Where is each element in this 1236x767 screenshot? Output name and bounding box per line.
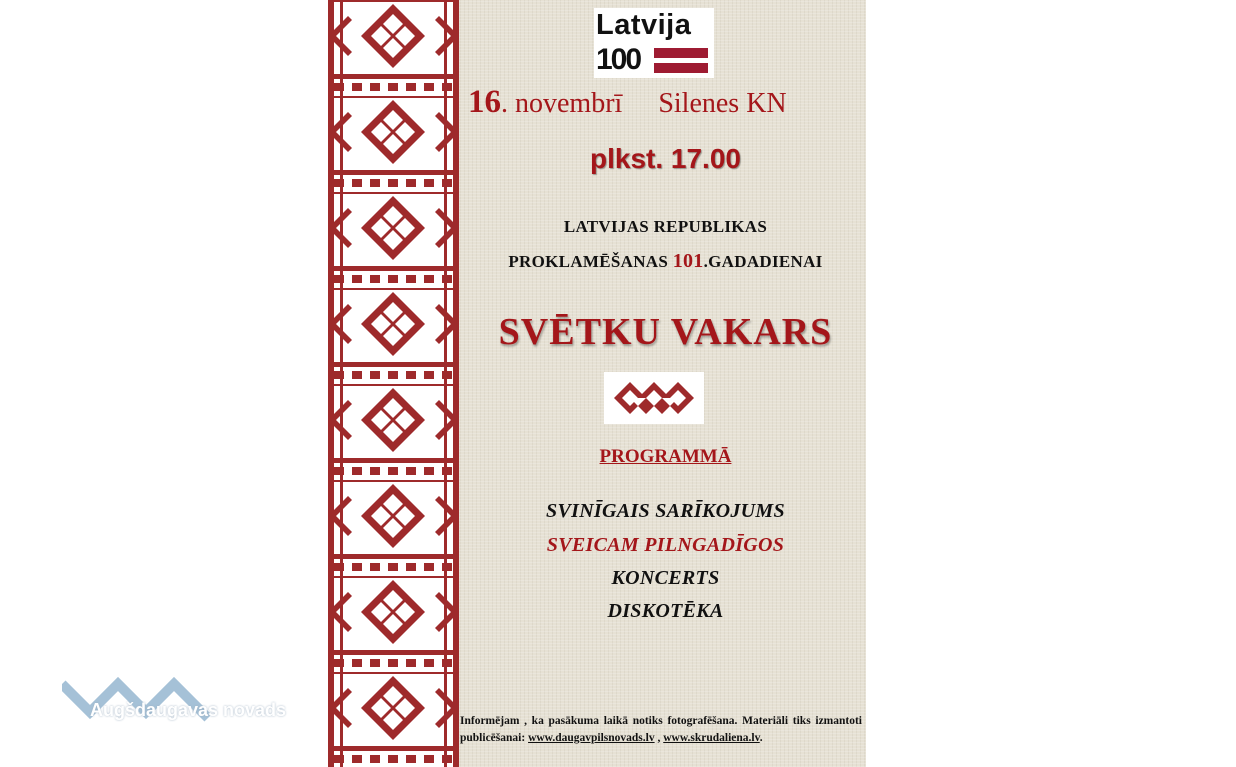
event-time: plkst. 17.00 — [590, 143, 741, 174]
latvian-flag-icon — [654, 48, 708, 74]
occasion-line-2 — [468, 250, 863, 273]
program-item: KONCERTS — [611, 567, 720, 589]
anniversary-number: 101 — [672, 250, 704, 272]
ornament-band — [328, 0, 459, 767]
watermark — [62, 674, 362, 730]
latvija-100-logo — [594, 8, 714, 78]
event-place: Silenes KN — [658, 88, 787, 119]
program-item: DISKOTĒKA — [607, 600, 724, 622]
notice-end: . — [759, 732, 763, 744]
program-heading: PROGRAMMĀ — [599, 446, 732, 467]
event-poster — [328, 0, 866, 767]
link-skrudaliena[interactable]: www.skrudaliena.lv — [663, 732, 760, 744]
occasion-post: .GADADIENAI — [703, 252, 823, 271]
occasion-line-1: LATVIJAS REPUBLIKAS — [563, 217, 768, 236]
date-day: 16 — [468, 84, 501, 120]
latvian-sign-motif-icon — [604, 372, 704, 424]
link-daugavpilsnovads[interactable]: www.daugavpilsnovads.lv — [528, 732, 655, 744]
logo-word: Latvija — [596, 9, 692, 41]
latvian-ornament-icon — [328, 0, 459, 767]
date-month: . novembrī — [501, 88, 623, 119]
program-item: SVEICAM PILNGADĪGOS — [546, 534, 785, 556]
photo-notice-text: Informējam , ka pasākuma laikā notiks fotografēšana. Materiāli tiks izmantoti publicēšanai: — [460, 715, 862, 744]
logo-number: 100 — [596, 43, 641, 76]
event-title: SVĒTKU VAKARS — [498, 311, 833, 353]
event-date-place — [468, 84, 863, 121]
program-item: SVINĪGAIS SARĪKOJUMS — [546, 500, 785, 522]
watermark-text: Augšdaugavas novads — [90, 700, 287, 720]
occasion-pre: PROKLAMĒŠANAS — [508, 252, 673, 271]
link-separator: , — [654, 732, 664, 744]
photo-notice — [460, 713, 862, 747]
